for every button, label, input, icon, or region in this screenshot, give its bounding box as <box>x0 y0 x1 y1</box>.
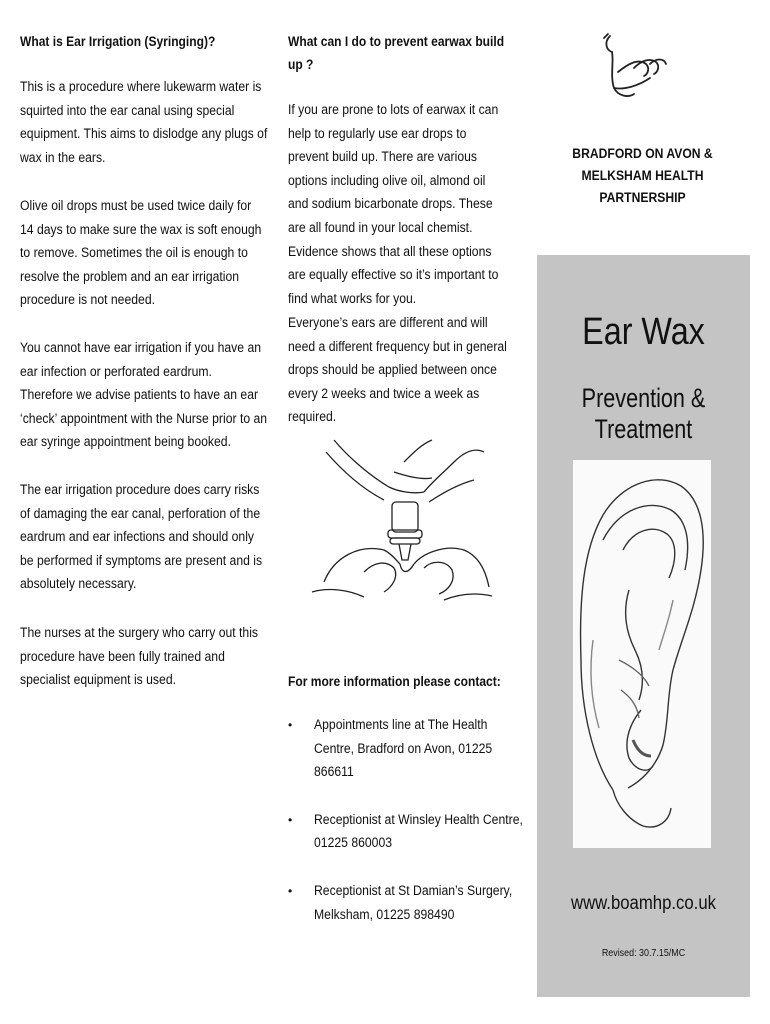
page-title: Ear Wax <box>582 311 705 353</box>
section-heading-ear-irrigation: What is Ear Irrigation (Syringing)? <box>20 33 216 49</box>
paragraph: If you are prone to lots of earwax it can help to regularly use ear drops to prevent build up. There are various options including olive oil, almond oil and sodium bicarbonate drops. These are all found in your local chemist. Evidence shows that all these options are equally effective so it’s important to find what works for you. <box>288 102 499 307</box>
contact-text: Receptionist at Winsley Health Centre, 01225 860003 <box>314 811 523 852</box>
list-item <box>288 880 528 927</box>
paragraph: The ear irrigation procedure does carry risks of damaging the ear canal, perforation of the eardrum and ear infections and should only be performed if symptoms are present and is absolutely necessary. <box>20 482 263 593</box>
ear-irrigation-illustration <box>304 432 494 602</box>
list-item <box>288 714 528 785</box>
website-link[interactable]: www.boamhp.co.uk <box>571 893 716 914</box>
bullet-icon: • <box>288 718 293 732</box>
paragraph: The nurses at the surgery who carry out this procedure have been fully trained and specialist equipment is used. <box>20 625 259 689</box>
contact-text: Receptionist at St Damian’s Surgery, Melksham, 01225 898490 <box>314 882 513 923</box>
partnership-name: BRADFORD ON AVON & MELKSHAM HEALTH PARTNERSHIP <box>572 146 713 205</box>
contact-text: Appointments line at The Health Centre, Bradford on Avon, 01225 866611 <box>314 717 493 781</box>
revision-note: Revised: 30.7.15/MC <box>601 947 686 959</box>
cover-panel <box>537 255 750 997</box>
paragraph: Everyone’s ears are different and will need a different frequency but in general drops should be applied between once every 2 weeks and twice a week as required. <box>288 315 507 426</box>
paragraph: This is a procedure where lukewarm water is squirted into the ear canal using special equipment. This aims to dislodge any plugs of wax in the ears. <box>20 79 268 166</box>
contact-list <box>288 714 528 951</box>
list-item <box>288 809 528 856</box>
paragraph: Olive oil drops must be used twice daily for 14 days to make sure the wax is soft enough to remove. Sometimes the oil is enough to resolve the problem and an ear irrigation procedure is not needed. <box>20 198 262 309</box>
contact-heading: For more information please contact: <box>288 673 501 689</box>
paragraph: You cannot have ear irrigation if you have an ear infection or perforated eardrum. Therefore we advise patients to have an ear ‘check’ appointment with the Nurse prior to an ear syringe appointment being booked. <box>20 340 268 451</box>
page-subtitle: Prevention & Treatment <box>581 383 706 444</box>
bullet-icon: • <box>288 883 293 898</box>
bullet-icon: • <box>288 812 293 827</box>
swan-logo-icon <box>594 28 674 108</box>
section-heading-prevention: What can I do to prevent earwax build up ? <box>288 33 505 72</box>
ear-drawing-icon <box>573 460 711 848</box>
